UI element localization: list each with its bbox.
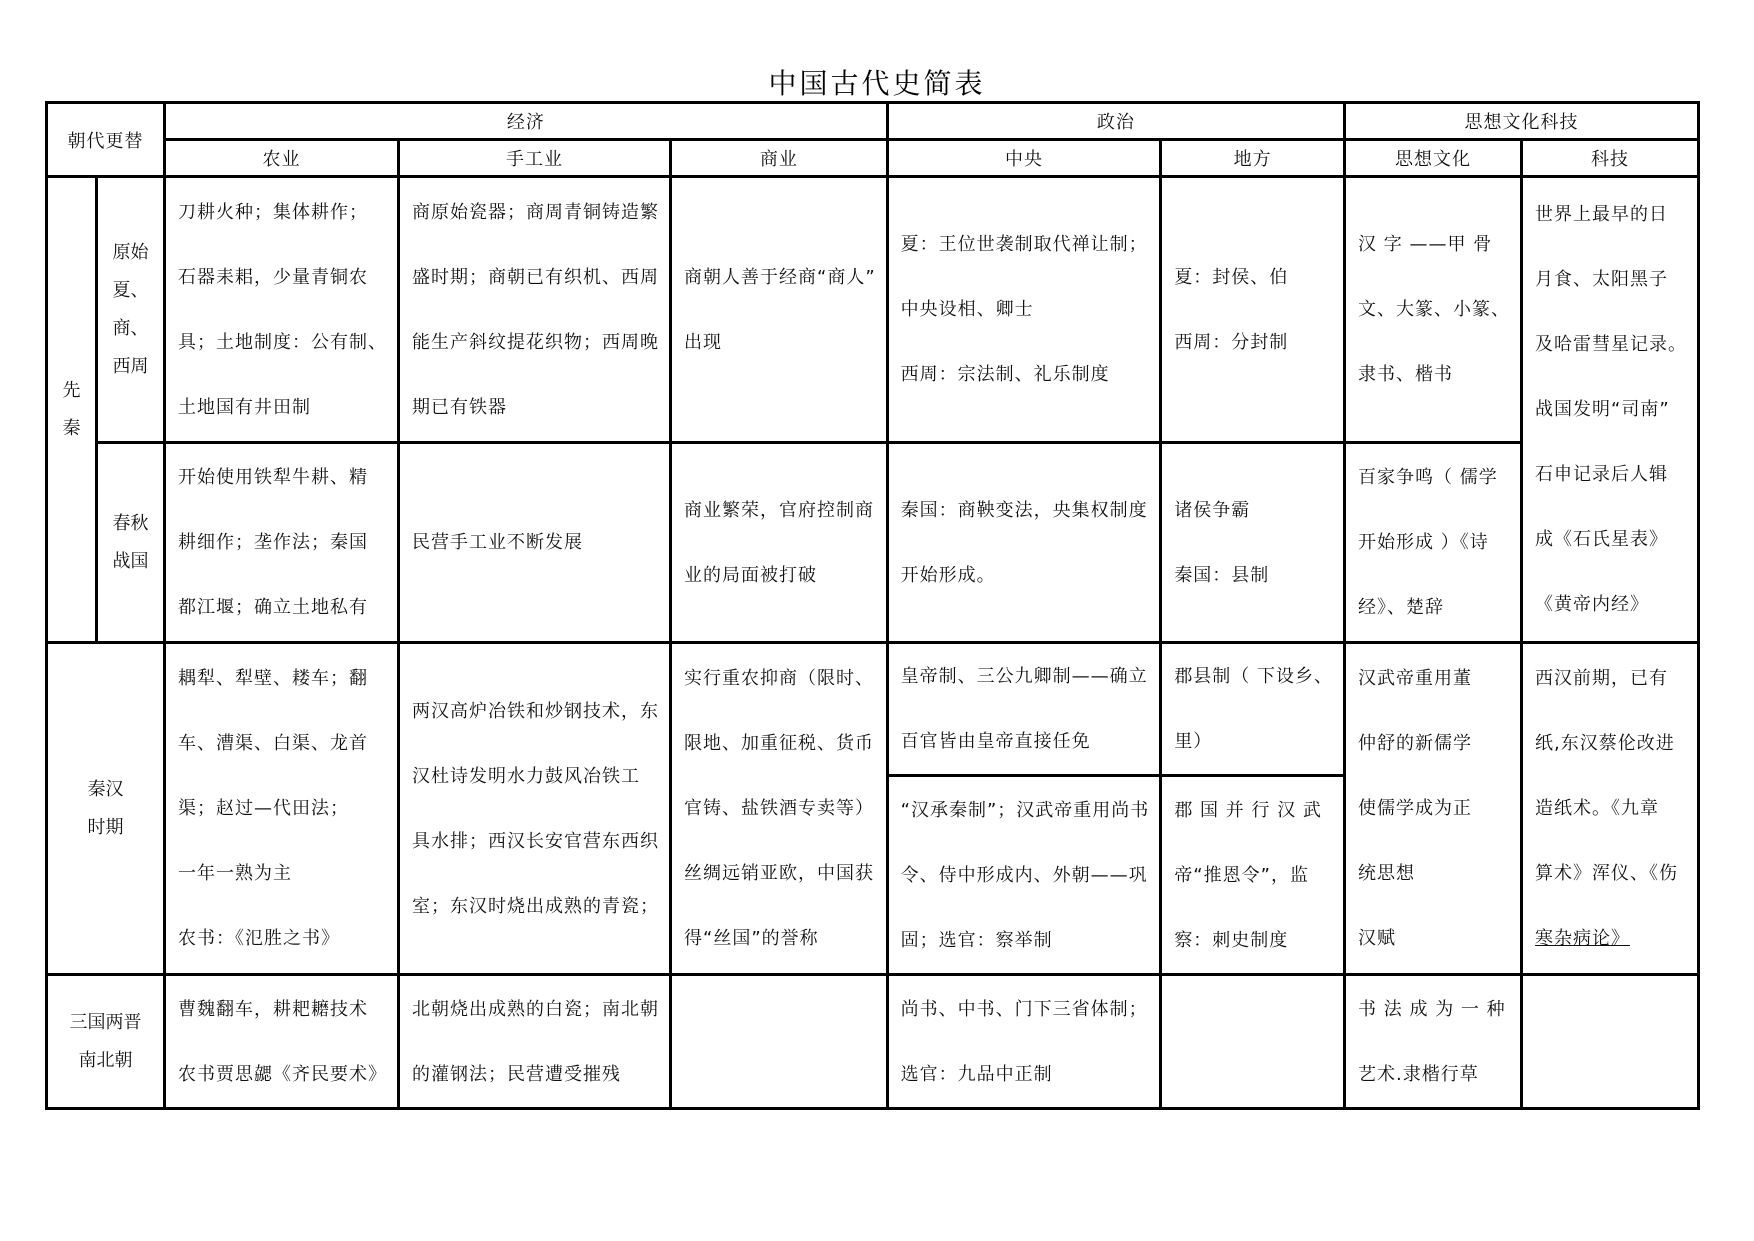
cell-text-line: 诸侯争霸 <box>1174 499 1251 521</box>
cell-text-line: 西周：分封制 <box>1174 331 1289 353</box>
cell-text-line: 土地国有井田制 <box>178 396 311 418</box>
cell-text-line: 汉 字 ——甲 骨 <box>1358 234 1493 255</box>
cell-qinhan-thought <box>1345 643 1522 975</box>
era-label-line: 夏、 <box>112 279 149 301</box>
cell-xia-local <box>1161 177 1345 443</box>
header-politics: 政治 <box>887 103 1344 140</box>
cell-qinhan-handicraft <box>399 643 671 975</box>
cell-text-line: 业的局面被打破 <box>684 564 817 586</box>
cell-text-line: 令、侍中形成内、外朝——巩 <box>900 864 1148 886</box>
central-lower <box>889 777 1160 973</box>
cell-text-line: 具；土地制度：公有制、 <box>178 331 387 353</box>
cell-text-line: 商原始瓷器；商周青铜铸造繁 <box>412 201 659 223</box>
cell-text-line: 商朝人善于经商“商人” <box>684 266 876 288</box>
cell-sanguo-handicraft <box>399 975 671 1109</box>
cell-chunqiu-central <box>887 443 1161 643</box>
local-lower <box>1162 777 1343 973</box>
cell-text-line: 统思想 <box>1358 863 1416 884</box>
cell-text-line: 秦国：县制 <box>1174 564 1270 586</box>
cell-qinhan-tech <box>1522 643 1699 975</box>
cell-text-line: 北朝烧出成熟的白瓷；南北朝 <box>412 998 659 1020</box>
cell-text-line: 石申记录后人辑 <box>1535 464 1669 485</box>
era-chunqiu-zhanguo <box>97 443 165 643</box>
cell-qinhan-agriculture <box>165 643 399 975</box>
cell-qinhan-central <box>887 643 1161 975</box>
cell-qinhan-commerce <box>671 643 888 975</box>
cell-text-line: 汉赋 <box>1358 928 1397 949</box>
cell-text-line: 察：刺史制度 <box>1174 929 1289 951</box>
cell-text-line: 耕细作；垄作法；秦国 <box>178 532 368 553</box>
cell-chunqiu-thought <box>1345 443 1522 643</box>
era-label-line: 商、 <box>112 317 149 339</box>
cell-text-line: 开始形成 ）《诗 <box>1358 532 1489 553</box>
era-label-line: 先 <box>62 379 81 401</box>
cell-text-line: 汉杜诗发明水力鼓风冶铁工 <box>412 765 640 787</box>
header-central: 中央 <box>887 140 1161 177</box>
era-label-line: 时期 <box>87 816 124 838</box>
cell-text-line: 百官皆由皇帝直接任免 <box>900 731 1091 752</box>
cell-text-line: 车、漕渠、白渠、龙首 <box>178 733 368 754</box>
cell-sanguo-agriculture <box>165 975 399 1109</box>
cell-text-line: 曹魏翻车，耕耙耱技术 <box>178 998 368 1020</box>
cell-text-line: 商业繁荣，官府控制商 <box>684 499 874 521</box>
cell-text-line: 丝绸远销亚欧，中国获 <box>684 863 874 884</box>
cell-pre-qin-tech <box>1522 177 1699 643</box>
header-culture: 思想文化科技 <box>1345 103 1699 140</box>
cell-text-line: 得“丝国”的誉称 <box>684 928 819 949</box>
cell-text-line: 艺术.隶楷行草 <box>1358 1063 1479 1085</box>
header-agriculture: 农业 <box>165 140 399 177</box>
cell-sanguo-tech <box>1522 975 1699 1109</box>
local-upper <box>1162 644 1343 777</box>
cell-text-line: 农书贾思勰《齐民要术》 <box>178 1063 387 1085</box>
cell-text-line: 月食、太阳黑子 <box>1535 269 1669 290</box>
cell-text-line: 室；东汉时烧出成熟的青瓷； <box>412 895 659 917</box>
cell-text-line: 农书：《氾胜之书》 <box>178 928 340 949</box>
cell-text-line: 实行重农抑商（限时、 <box>684 668 874 689</box>
era-label-line: 秦汉 <box>87 778 124 800</box>
cell-text-line: 开始形成。 <box>900 564 996 586</box>
cell-text-line: 的灌钢法；民营遭受摧残 <box>412 1063 621 1085</box>
cell-text-line: 官铸、盐铁酒专卖等） <box>684 798 874 819</box>
cell-text-line: 耦犁、犁壁、耧车；翻 <box>178 668 368 689</box>
cell-xia-thought <box>1345 177 1522 443</box>
cell-text-line: 中央设相、卿士 <box>900 299 1034 320</box>
cell-text-line: 一年一熟为主 <box>178 863 292 884</box>
cell-text-line: 西汉前期，已有 <box>1535 668 1669 689</box>
cell-text-line: 文、大篆、小篆、 <box>1358 299 1511 320</box>
cell-xia-commerce <box>671 177 888 443</box>
era-label-line: 南北朝 <box>78 1049 133 1071</box>
cell-text-line: 两汉高炉冶铁和炒钢技术，东 <box>412 700 659 722</box>
cell-sanguo-commerce <box>671 975 888 1109</box>
cell-text-line: 尚书、中书、门下三省体制； <box>900 998 1148 1020</box>
cell-text-line: 都江堰；确立土地私有 <box>178 597 368 618</box>
cell-text-line: 石器耒耜，少量青铜农 <box>178 266 368 288</box>
cell-text-line: 帝“推恩令”，监 <box>1174 864 1309 886</box>
cell-xia-handicraft <box>399 177 671 443</box>
era-label-line: 战国 <box>112 550 149 572</box>
cell-text-line: 战国发明“司南” <box>1535 399 1670 420</box>
cell-text-line: 书 法 成 为 一 种 <box>1358 998 1506 1020</box>
cell-text-line: 出现 <box>684 331 722 353</box>
cell-text-line: 郡县制（ 下设乡、 <box>1174 666 1334 687</box>
cell-sanguo-thought <box>1345 975 1522 1109</box>
cell-text-line: 盛时期；商朝已有织机、西周 <box>412 266 659 288</box>
era-label-line: 春秋 <box>112 512 149 534</box>
header-tech: 科技 <box>1522 140 1699 177</box>
header-thought: 思想文化 <box>1345 140 1522 177</box>
central-upper <box>889 644 1160 777</box>
cell-text-line: 世界上最早的日 <box>1535 204 1669 225</box>
cell-text-line: 渠；赵过—代田法； <box>178 798 349 819</box>
cell-text-line: 寒杂病论》 <box>1535 928 1631 949</box>
cell-chunqiu-commerce <box>671 443 888 643</box>
cell-text-line: 能生产斜纹提花织物；西周晚 <box>412 331 659 353</box>
cell-sanguo-local <box>1161 975 1345 1109</box>
cell-text-line: 隶书、楷书 <box>1358 364 1454 385</box>
cell-chunqiu-local <box>1161 443 1345 643</box>
era-xia-shang-zhou <box>97 177 165 443</box>
cell-text-line: 算术》浑仪、《伤 <box>1535 863 1679 884</box>
cell-text-line: 造纸术。《九章 <box>1535 798 1660 819</box>
era-pre-qin <box>47 177 97 643</box>
cell-text-line: 刀耕火种；集体耕作； <box>178 201 368 223</box>
cell-xia-agriculture <box>165 177 399 443</box>
era-label-line: 原始 <box>112 241 149 263</box>
cell-text-line: 西周：宗法制、礼乐制度 <box>900 364 1110 385</box>
cell-chunqiu-agriculture <box>165 443 399 643</box>
cell-text-line: 限地、加重征税、货币 <box>684 733 874 754</box>
era-sanguo-nanbeichao <box>47 975 165 1109</box>
cell-chunqiu-handicraft <box>399 443 671 643</box>
cell-text-line: 皇帝制、三公九卿制——确立 <box>900 666 1148 687</box>
cell-text-line: 夏：封侯、伯 <box>1174 266 1289 288</box>
cell-text-line: 秦国：商鞅变法，央集权制度 <box>900 499 1148 521</box>
cell-text-line: 固；选官：察举制 <box>900 929 1053 951</box>
cell-text-line: 及哈雷彗星记录。 <box>1535 334 1688 355</box>
cell-text-line: 期已有铁器 <box>412 396 507 418</box>
header-commerce: 商业 <box>671 140 888 177</box>
cell-text-line: 经》、楚辞 <box>1358 597 1445 618</box>
cell-text-line: 《黄帝内经》 <box>1535 594 1650 615</box>
cell-text-line: 百家争鸣（ 儒学 <box>1358 467 1498 488</box>
cell-text-line: 开始使用铁犁牛耕、精 <box>178 467 368 488</box>
cell-text-line: 具水排；西汉长安官营东西织 <box>412 830 659 852</box>
era-qin-han <box>47 643 165 975</box>
cell-text-line: 纸,东汉蔡伦改进 <box>1535 733 1675 754</box>
cell-qinhan-local <box>1161 643 1345 975</box>
era-label-line: 三国两晋 <box>69 1011 142 1033</box>
era-label-line: 秦 <box>62 417 81 439</box>
cell-text-line: 成《石氏星表》 <box>1535 529 1669 550</box>
cell-text-line: 选官：九品中正制 <box>900 1063 1053 1085</box>
cell-text-line: “汉承秦制”；汉武帝重用尚书 <box>900 799 1150 821</box>
header-economy: 经济 <box>165 103 888 140</box>
cell-text-line: 郡 国 并 行 汉 武 <box>1174 799 1322 821</box>
header-dynasty: 朝代更替 <box>47 103 165 177</box>
cell-text-line: 使儒学成为正 <box>1358 798 1473 819</box>
cell-xia-central <box>887 177 1161 443</box>
cell-text-line: 里） <box>1174 731 1213 752</box>
page-title: 中国古代史简表 <box>768 67 986 100</box>
era-label-line: 西周 <box>112 355 149 377</box>
cell-sanguo-central <box>887 975 1161 1109</box>
header-handicraft: 手工业 <box>399 140 671 177</box>
history-table <box>45 101 1700 1110</box>
cell-text-line: 夏：王位世袭制取代禅让制； <box>900 234 1148 255</box>
cell-text-line: 仲舒的新儒学 <box>1358 733 1473 754</box>
header-local: 地方 <box>1161 140 1345 177</box>
cell-text-line: 民营手工业不断发展 <box>412 532 583 553</box>
cell-text-line: 汉武帝重用董 <box>1358 668 1473 689</box>
